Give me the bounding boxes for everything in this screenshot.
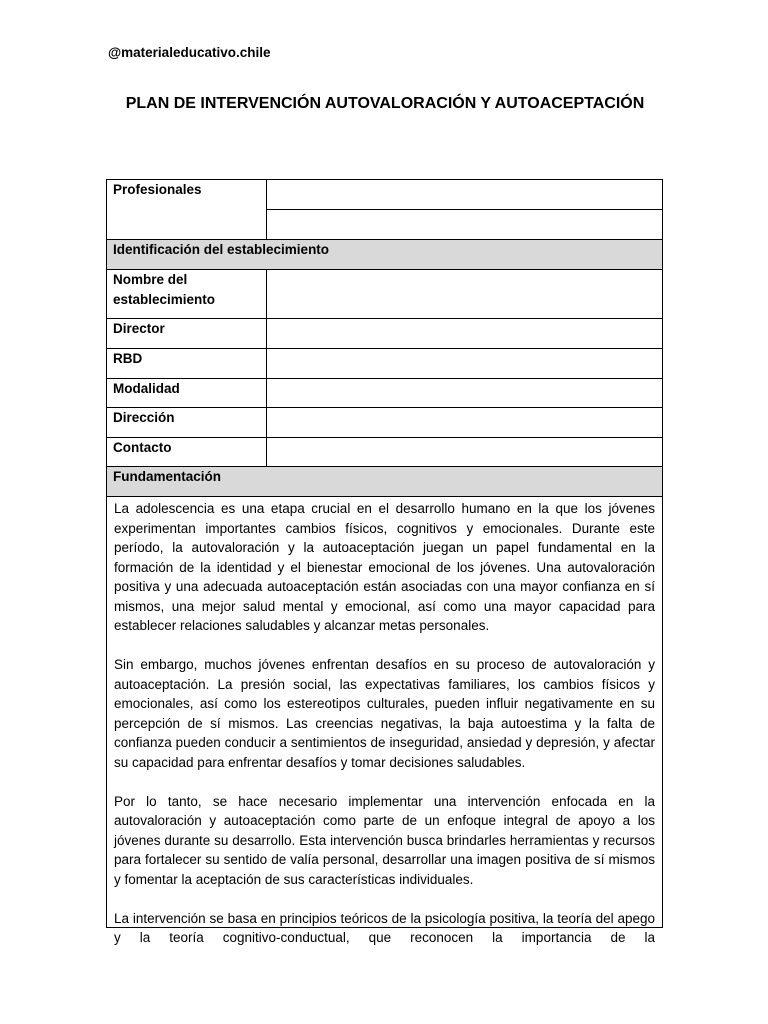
nombre-establecimiento-field[interactable] — [267, 270, 663, 319]
fundamentacion-body — [107, 497, 663, 945]
profesionales-label: Profesionales — [107, 180, 267, 240]
profesionales-field-1[interactable] — [267, 180, 663, 210]
fundamentacion-paragraph: Por lo tanto, se hace necesario implementar una intervención enfocada en la autovaloración y autoaceptación como parte de un enfoque integral de apoyo a los jóvenes durante su desarrollo. Esta intervención busca brindarles herramientas y recursos para fortalecer su sentido de valía personal, desarrollar una imagen positiva de sí mismos y fomentar la aceptación de sus características individuales. — [114, 793, 655, 887]
modalidad-field[interactable] — [267, 379, 663, 408]
fundamentacion-paragraph: La intervención se basa en principios teóricos de la psicología positiva, la teoría del apego y la teoría cognitivo-conductual, que reconocen la importancia de la — [114, 910, 655, 945]
plan-form-table — [106, 179, 663, 945]
fundamentacion-paragraph: Sin embargo, muchos jóvenes enfrentan desafíos en su proceso de autovaloración y autoaceptación. La presión social, las expectativas familiares, los cambios físicos y emocionales, así como los estereotipos culturales, pueden influir negativamente en su percepción de sí mismos. Las creencias negativas, la baja autoestima y la falta de confianza pueden conducir a sentimientos de inseguridad, ansiedad y depresión, y afectar su capacidad para enfrentar desafíos y tomar decisiones saludables. — [114, 657, 655, 770]
nombre-establecimiento-label: Nombre del establecimiento — [107, 270, 267, 319]
section-identificacion: Identificación del establecimiento — [107, 240, 663, 270]
source-handle: @materialeducativo.chile — [108, 45, 271, 60]
director-field[interactable] — [267, 319, 663, 349]
document-title: PLAN DE INTERVENCIÓN AUTOVALORACIÓN Y AUTOACEPTACIÓN — [125, 95, 645, 112]
contacto-label: Contacto — [107, 438, 267, 467]
director-label: Director — [107, 319, 267, 349]
rbd-label: RBD — [107, 349, 267, 379]
direccion-label: Dirección — [107, 408, 267, 438]
fundamentacion-paragraph: La adolescencia es una etapa crucial en el desarrollo humano en la que los jóvenes experimentan importantes cambios físicos, cognitivos y emocionales. Durante este período, la autovaloración y la autoaceptación juegan un papel fundamental en la formación de la identidad y el bienestar emocional de los jóvenes. Una autovaloración positiva y una adecuada autoaceptación están asociadas con una mayor confianza en sí mismos, una mejor salud mental y emocional, así como una mayor capacidad para establecer relaciones saludables y alcanzar metas personales. — [114, 501, 655, 633]
direccion-field[interactable] — [267, 408, 663, 438]
modalidad-label: Modalidad — [107, 379, 267, 408]
section-fundamentacion: Fundamentación — [107, 467, 663, 497]
rbd-field[interactable] — [267, 349, 663, 379]
profesionales-field-2[interactable] — [267, 210, 663, 240]
contacto-field[interactable] — [267, 438, 663, 467]
